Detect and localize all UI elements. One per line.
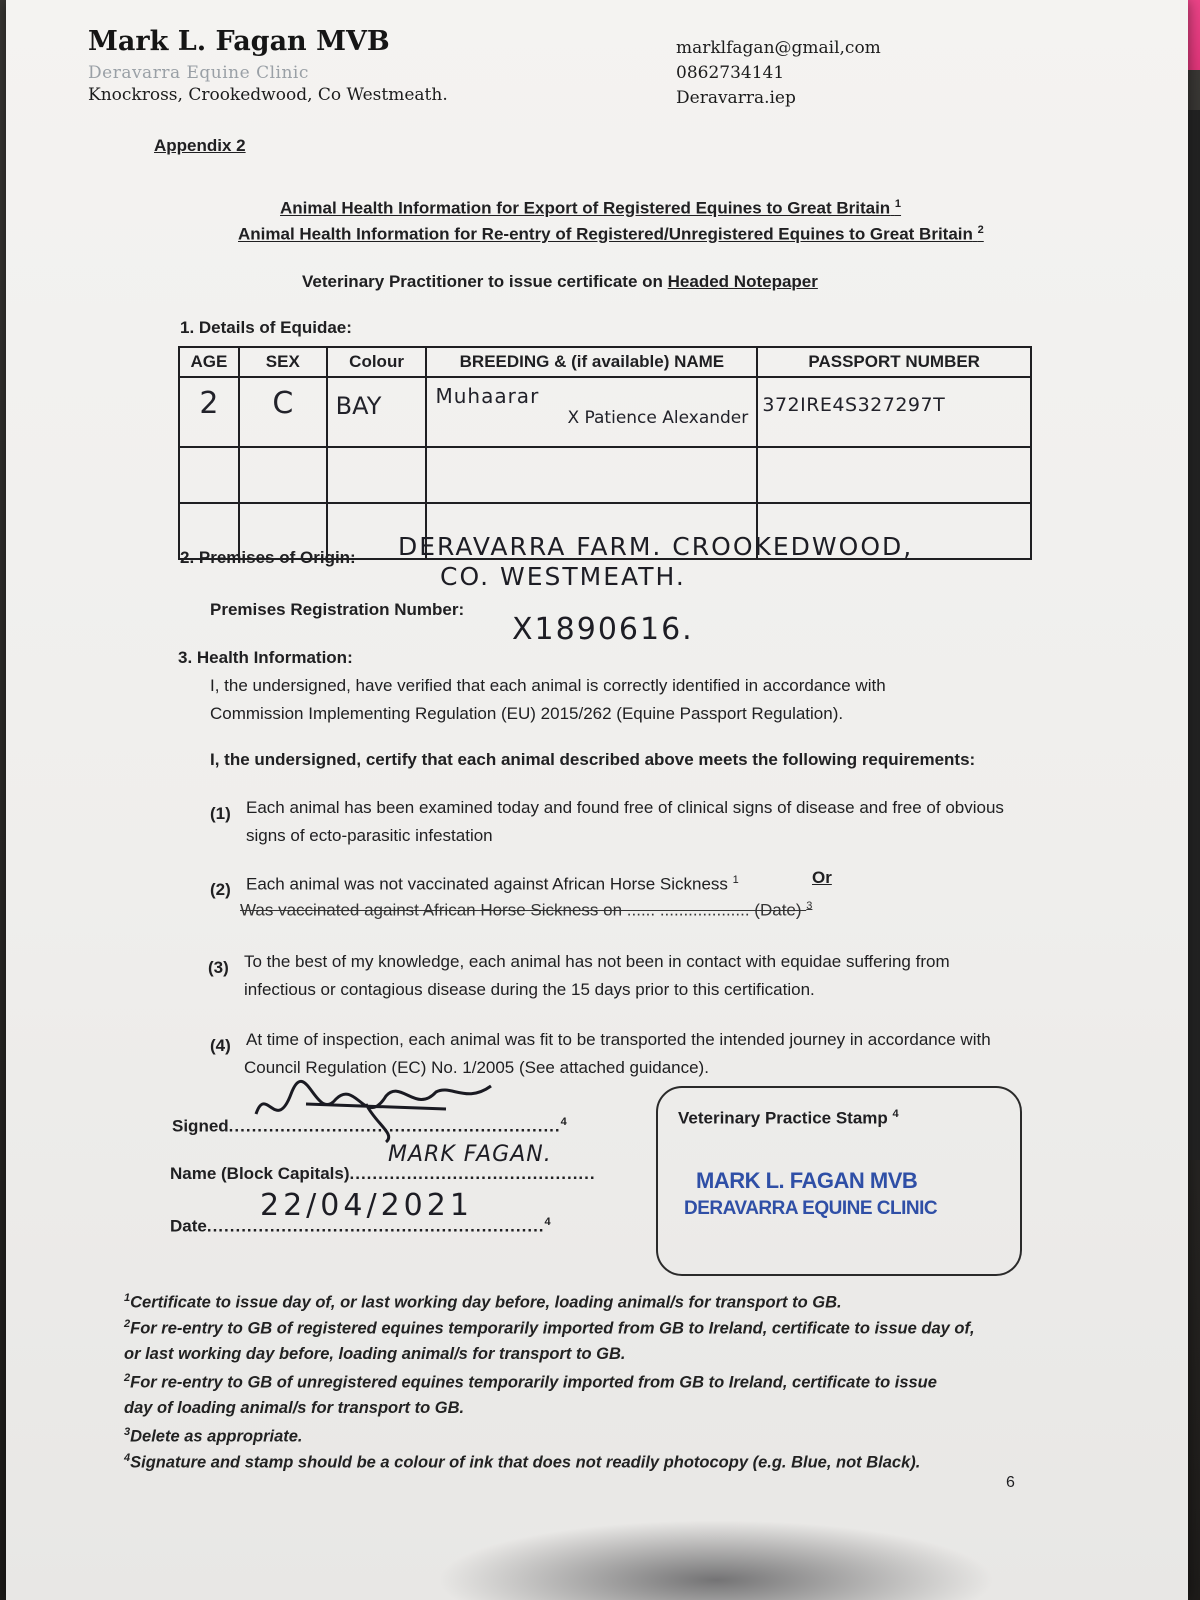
- footnote-4-ref: 3: [124, 1426, 131, 1438]
- title-line-2-ref: 2: [977, 224, 984, 236]
- footnote-4-text: Delete as appropriate.: [130, 1427, 303, 1446]
- footnote-3: [124, 1366, 1024, 1421]
- cell-age: 2: [179, 377, 239, 447]
- website: Deravarra.iep: [676, 88, 796, 108]
- col-passport: PASSPORT NUMBER: [757, 347, 1031, 377]
- footnote-2-line1: For re-entry to GB of registered equines temporarily imported from GB to Ireland, certificate to issue day of,: [130, 1319, 975, 1338]
- req3-number: (3): [208, 958, 229, 977]
- req2-line1-text: Each animal was not vaccinated against African Horse Sickness: [246, 874, 728, 894]
- req2-number: (2): [210, 880, 231, 899]
- instruction-link: Headed Notepaper: [667, 272, 818, 291]
- stamp-title-ref: 4: [892, 1108, 899, 1120]
- footnote-5-ref: 4: [124, 1452, 131, 1464]
- instruction-prefix: Veterinary Practitioner to issue certificate on: [302, 272, 663, 291]
- req1-line2: signs of ecto-parasitic infestation: [246, 826, 493, 845]
- cell-colour: [327, 447, 427, 503]
- page-number: 6: [1006, 1474, 1015, 1491]
- stamp-title-text: Veterinary Practice Stamp: [678, 1108, 888, 1128]
- vet-name: Mark L. Fagan MVB: [88, 26, 390, 57]
- col-sex: SEX: [239, 347, 327, 377]
- letterhead-right: [676, 36, 881, 111]
- table-header-row: [179, 347, 1031, 377]
- req4-line1: At time of inspection, each animal was fit to be transported the intended journey in accordance with: [246, 1030, 991, 1049]
- name-row: Name (Block Capitals)...........................................: [170, 1164, 596, 1183]
- footnote-2: [124, 1312, 1024, 1367]
- cell-age: [179, 447, 239, 503]
- certificate-page: [6, 0, 1188, 1600]
- certify-statement: I, the undersigned, certify that each animal described above meets the following requirements:: [210, 750, 976, 769]
- req2-line2-text: Was vaccinated against African Horse Sickness on ...... ................... (Date): [240, 900, 802, 920]
- cell-passport: [757, 447, 1031, 503]
- req2-line2-struck: [240, 900, 812, 921]
- title-line-2-text: Animal Health Information for Re-entry of Registered/Unregistered Equines to Great Britain: [238, 224, 973, 244]
- practice-stamp-box: [656, 1086, 1022, 1276]
- req2-ref: 1: [732, 874, 739, 886]
- clinic-address: Knockross, Crookedwood, Co Westmeath.: [88, 85, 448, 105]
- premises-label: 2. Premises of Origin:: [180, 548, 356, 567]
- cell-breeding: [426, 447, 757, 503]
- footnote-5-text: Signature and stamp should be a colour of ink that does not readily photocopy (e.g. Blue, not Black).: [130, 1453, 921, 1472]
- letterhead-left: [88, 26, 448, 105]
- req3-line1: To the best of my knowledge, each animal has not been in contact with equidae suffering from: [244, 952, 950, 971]
- name-value: MARK FAGAN.: [388, 1142, 552, 1167]
- date-row: Date...........................................................$^4$: [170, 1216, 551, 1236]
- para1-line2: Commission Implementing Regulation (EU) 2015/262 (Equine Passport Regulation).: [210, 704, 844, 723]
- signed-label: Signed: [172, 1116, 229, 1136]
- footnote-3-line1: For re-entry to GB of unregistered equines temporarily imported from GB to Ireland, certificate to issue: [130, 1373, 937, 1392]
- footnote-3-ref: 2: [124, 1372, 131, 1384]
- date-value: 22/04/2021: [260, 1188, 473, 1223]
- cell-sex: [239, 447, 327, 503]
- section3-heading: 3. Health Information:: [178, 648, 353, 667]
- title-line-1-text: Animal Health Information for Export of Registered Equines to Great Britain: [280, 198, 891, 218]
- req4-line2: Council Regulation (EC) No. 1/2005 (See attached guidance).: [244, 1058, 709, 1077]
- cell-breeding: [426, 377, 757, 447]
- instruction: [302, 272, 818, 292]
- breeding-dam: X Patience Alexander: [567, 408, 749, 428]
- email: marklfagan@gmail,com: [676, 38, 881, 58]
- premises-reg-label: Premises Registration Number:: [210, 600, 465, 619]
- stamp-clinic-name: DERAVARRA EQUINE CLINIC: [684, 1198, 938, 1219]
- col-colour: Colour: [327, 347, 427, 377]
- phone: 0862734141: [676, 63, 785, 83]
- signed-row: Signed..........................................................$^4$: [172, 1116, 567, 1136]
- stamp-title: [678, 1108, 899, 1129]
- col-breeding: BREEDING & (if available) NAME: [426, 347, 757, 377]
- name-label: Name (Block Capitals): [170, 1164, 350, 1183]
- premises-line-1: DERAVARRA FARM. CROOKEDWOOD,: [398, 532, 914, 561]
- footnote-2-line2: or last working day before, loading animal/s for transport to GB.: [124, 1344, 626, 1363]
- req1-number: (1): [210, 804, 231, 823]
- footnote-5: [124, 1446, 1024, 1476]
- shadow: [436, 1520, 996, 1600]
- table-row: [179, 447, 1031, 503]
- cell-passport: 372IRE4S327297T: [757, 377, 1031, 447]
- req2-line2-ref: 3: [806, 900, 813, 912]
- appendix-label: Appendix 2: [154, 136, 246, 155]
- title-line-1-ref: 1: [894, 198, 902, 210]
- premises-reg-value: X1890616.: [512, 612, 694, 647]
- title-line-2: [238, 224, 984, 245]
- req1-line1: Each animal has been examined today and found free of clinical signs of disease and free of obvious: [246, 798, 1004, 817]
- footnote-1-ref: 1: [124, 1292, 131, 1304]
- footnote-2-ref: 2: [124, 1318, 131, 1330]
- equidae-table: [178, 346, 1032, 560]
- clinic-name: Deravarra Equine Clinic: [88, 63, 309, 83]
- req3-line2: infectious or contagious disease during the 15 days prior to this certification.: [244, 980, 815, 999]
- col-age: AGE: [179, 347, 239, 377]
- cell-colour: BAY: [327, 377, 427, 447]
- signed-ref: 4: [560, 1116, 567, 1128]
- footnote-3-line2: day of loading animal/s for transport to GB.: [124, 1398, 465, 1417]
- breeding-sire: Muhaarar: [435, 384, 540, 408]
- stamp-vet-name: MARK L. FAGAN MVB: [696, 1168, 918, 1193]
- footnote-1-text: Certificate to issue day of, or last working day before, loading animal/s for transport to GB.: [130, 1293, 842, 1312]
- req4-number: (4): [210, 1036, 231, 1055]
- title-line-1: [280, 198, 901, 219]
- signature-mark: [246, 1074, 506, 1144]
- table-row: [179, 377, 1031, 447]
- req2-line1: [246, 874, 739, 895]
- section1-heading: 1. Details of Equidae:: [180, 318, 352, 337]
- date-label: Date: [170, 1216, 207, 1236]
- date-ref: 4: [544, 1216, 551, 1228]
- req2-or: Or: [812, 868, 832, 887]
- cell-sex: C: [239, 377, 327, 447]
- para1-line1: I, the undersigned, have verified that each animal is correctly identified in accordance with: [210, 676, 886, 695]
- premises-line-2: CO. WESTMEATH.: [440, 562, 686, 591]
